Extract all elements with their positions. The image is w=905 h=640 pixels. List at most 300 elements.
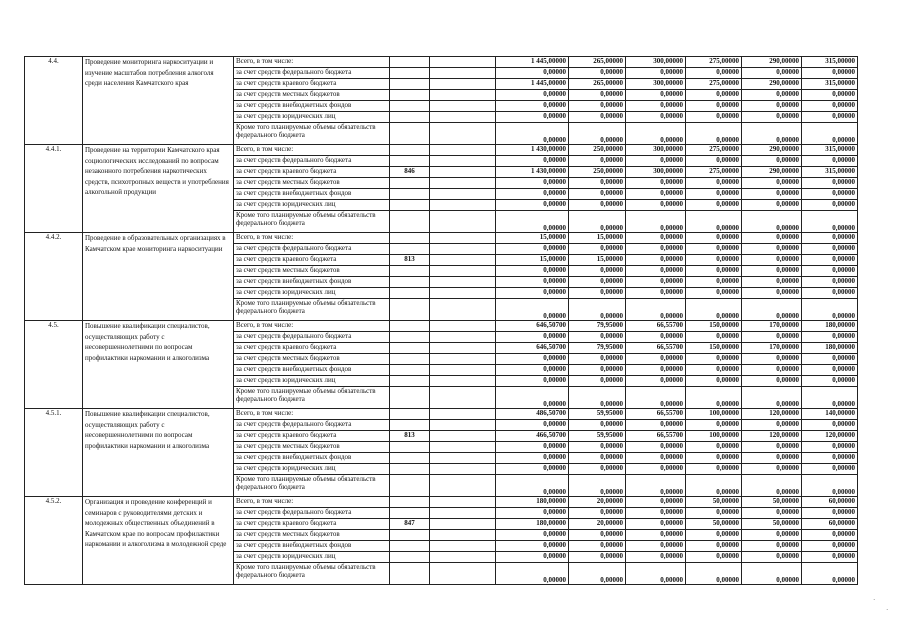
amount-cell: 0,00000 (496, 189, 569, 200)
amount-cell: 0,00000 (569, 244, 626, 255)
empty-cell (430, 321, 496, 332)
amount-cell: 0,00000 (742, 244, 802, 255)
amount-cell: 0,00000 (569, 365, 626, 376)
grbs-code: 813 (390, 431, 430, 442)
grbs-cell (390, 409, 430, 420)
grbs-cell (390, 442, 430, 453)
amount-cell: 0,00000 (742, 90, 802, 101)
amount-cell: 0,00000 (686, 211, 742, 233)
amount-cell: 0,00000 (802, 156, 858, 167)
grbs-cell (390, 244, 430, 255)
amount-cell: 0,00000 (802, 101, 858, 112)
funding-source: Кроме того планируемые объемы обязательств федерального бюджета (234, 123, 390, 145)
amount-cell: 15,00000 (496, 233, 569, 244)
amount-cell: 290,00000 (742, 145, 802, 156)
amount-cell: 0,00000 (742, 178, 802, 189)
amount-cell: 0,00000 (626, 541, 686, 552)
empty-cell (430, 167, 496, 178)
amount-cell: 1 430,00000 (496, 145, 569, 156)
grbs-cell (390, 101, 430, 112)
funding-source: за счет средств местных бюджетов (234, 354, 390, 365)
funding-source: за счет средств краевого бюджета (234, 167, 390, 178)
grbs-cell (390, 233, 430, 244)
amount-cell: 0,00000 (626, 266, 686, 277)
amount-cell: 0,00000 (569, 475, 626, 497)
empty-cell (430, 530, 496, 541)
amount-cell: 0,00000 (569, 178, 626, 189)
grbs-cell (390, 387, 430, 409)
amount-cell: 0,00000 (802, 200, 858, 211)
amount-cell: 315,00000 (802, 167, 858, 178)
funding-source: за счет средств юридических лиц (234, 464, 390, 475)
amount-cell: 0,00000 (626, 189, 686, 200)
amount-cell: 0,00000 (626, 530, 686, 541)
amount-cell: 0,00000 (496, 178, 569, 189)
amount-cell: 0,00000 (496, 541, 569, 552)
empty-cell (430, 332, 496, 343)
amount-cell: 0,00000 (742, 541, 802, 552)
amount-cell: 0,00000 (496, 475, 569, 497)
amount-cell: 0,00000 (742, 387, 802, 409)
amount-cell: 0,00000 (496, 266, 569, 277)
funding-source: Кроме того планируемые объемы обязательств федерального бюджета (234, 387, 390, 409)
amount-cell: 60,00000 (802, 519, 858, 530)
grbs-cell (390, 376, 430, 387)
amount-cell: 315,00000 (802, 79, 858, 90)
amount-cell: 0,00000 (742, 299, 802, 321)
amount-cell: 0,00000 (686, 189, 742, 200)
empty-cell (430, 123, 496, 145)
amount-cell: 0,00000 (626, 277, 686, 288)
amount-cell: 0,00000 (686, 277, 742, 288)
amount-cell: 0,00000 (626, 519, 686, 530)
amount-cell: 0,00000 (802, 189, 858, 200)
grbs-cell (390, 354, 430, 365)
empty-cell (430, 178, 496, 189)
section-code: 4.4. (25, 57, 83, 145)
funding-source: за счет средств местных бюджетов (234, 178, 390, 189)
amount-cell: 0,00000 (496, 244, 569, 255)
grbs-cell (390, 112, 430, 123)
grbs-cell (390, 332, 430, 343)
funding-source: за счет средств федерального бюджета (234, 332, 390, 343)
amount-cell: 66,55700 (626, 343, 686, 354)
amount-cell: 0,00000 (802, 244, 858, 255)
amount-cell: 120,00000 (742, 409, 802, 420)
empty-cell (430, 409, 496, 420)
funding-source: за счет средств федерального бюджета (234, 244, 390, 255)
amount-cell: 0,00000 (496, 354, 569, 365)
amount-cell: 0,00000 (742, 255, 802, 266)
amount-cell: 0,00000 (496, 387, 569, 409)
amount-cell: 0,00000 (496, 453, 569, 464)
amount-cell: 0,00000 (802, 68, 858, 79)
amount-cell: 0,00000 (569, 101, 626, 112)
amount-cell: 275,00000 (686, 145, 742, 156)
amount-cell: 100,00000 (686, 409, 742, 420)
amount-cell: 0,00000 (742, 354, 802, 365)
amount-cell: 0,00000 (496, 68, 569, 79)
funding-source: за счет средств краевого бюджета (234, 79, 390, 90)
funding-source: за счет средств юридических лиц (234, 552, 390, 563)
amount-cell: 0,00000 (742, 189, 802, 200)
funding-source: за счет средств федерального бюджета (234, 68, 390, 79)
grbs-cell (390, 420, 430, 431)
amount-cell: 1 430,00000 (496, 167, 569, 178)
empty-cell (430, 519, 496, 530)
amount-cell: 0,00000 (496, 211, 569, 233)
empty-cell (430, 387, 496, 409)
amount-cell: 0,00000 (686, 508, 742, 519)
amount-cell: 466,50700 (496, 431, 569, 442)
scan-mark: · (873, 596, 876, 604)
amount-cell: 0,00000 (496, 464, 569, 475)
amount-cell: 0,00000 (569, 442, 626, 453)
amount-cell: 0,00000 (496, 332, 569, 343)
amount-cell: 0,00000 (802, 541, 858, 552)
grbs-code (390, 79, 430, 90)
amount-cell: 0,00000 (742, 453, 802, 464)
amount-cell: 0,00000 (742, 288, 802, 299)
table-row (25, 321, 858, 332)
amount-cell: 0,00000 (496, 442, 569, 453)
grbs-cell (390, 178, 430, 189)
amount-cell: 0,00000 (569, 508, 626, 519)
amount-cell: 0,00000 (802, 530, 858, 541)
amount-cell: 0,00000 (802, 387, 858, 409)
funding-source: Кроме того планируемые объемы обязательств федерального бюджета (234, 211, 390, 233)
amount-cell: 275,00000 (686, 167, 742, 178)
amount-cell: 0,00000 (742, 277, 802, 288)
amount-cell: 0,00000 (686, 453, 742, 464)
empty-cell (430, 57, 496, 68)
amount-cell: 0,00000 (802, 365, 858, 376)
amount-cell: 0,00000 (802, 123, 858, 145)
amount-cell: 486,50700 (496, 409, 569, 420)
amount-cell: 0,00000 (626, 178, 686, 189)
amount-cell: 0,00000 (569, 288, 626, 299)
amount-cell: 0,00000 (742, 376, 802, 387)
empty-cell (430, 112, 496, 123)
empty-cell (430, 431, 496, 442)
amount-cell: 0,00000 (569, 189, 626, 200)
grbs-cell (390, 123, 430, 145)
amount-cell: 275,00000 (686, 57, 742, 68)
amount-cell: 0,00000 (626, 200, 686, 211)
amount-cell: 0,00000 (569, 541, 626, 552)
amount-cell: 315,00000 (802, 145, 858, 156)
amount-cell: 0,00000 (742, 552, 802, 563)
amount-cell: 0,00000 (802, 464, 858, 475)
empty-cell (430, 288, 496, 299)
grbs-cell (390, 189, 430, 200)
amount-cell: 0,00000 (686, 244, 742, 255)
amount-cell: 0,00000 (626, 508, 686, 519)
grbs-cell (390, 464, 430, 475)
amount-cell: 0,00000 (686, 299, 742, 321)
amount-cell: 0,00000 (626, 442, 686, 453)
amount-cell: 0,00000 (686, 365, 742, 376)
amount-cell: 0,00000 (742, 563, 802, 585)
funding-source: за счет средств местных бюджетов (234, 266, 390, 277)
amount-cell: 0,00000 (626, 376, 686, 387)
amount-cell: 0,00000 (742, 123, 802, 145)
amount-cell: 140,00000 (802, 409, 858, 420)
amount-cell: 0,00000 (569, 453, 626, 464)
amount-cell: 0,00000 (626, 68, 686, 79)
amount-cell: 0,00000 (569, 530, 626, 541)
grbs-cell (390, 530, 430, 541)
amount-cell: 60,00000 (802, 497, 858, 508)
amount-cell: 0,00000 (802, 442, 858, 453)
amount-cell: 646,50700 (496, 321, 569, 332)
amount-cell: 0,00000 (569, 68, 626, 79)
section-code: 4.5.2. (25, 497, 83, 585)
amount-cell: 0,00000 (686, 376, 742, 387)
grbs-code (390, 343, 430, 354)
empty-cell (430, 101, 496, 112)
empty-cell (430, 68, 496, 79)
funding-source: за счет средств внебюджетных фондов (234, 277, 390, 288)
amount-cell: 150,00000 (686, 343, 742, 354)
empty-cell (430, 497, 496, 508)
amount-cell: 20,00000 (569, 497, 626, 508)
amount-cell: 0,00000 (569, 112, 626, 123)
funding-source: за счет средств местных бюджетов (234, 530, 390, 541)
amount-cell: 1 445,00000 (496, 57, 569, 68)
grbs-cell (390, 508, 430, 519)
amount-cell: 0,00000 (802, 508, 858, 519)
amount-cell: 0,00000 (742, 233, 802, 244)
amount-cell: 0,00000 (802, 453, 858, 464)
amount-cell: 0,00000 (686, 541, 742, 552)
grbs-cell (390, 497, 430, 508)
funding-source: за счет средств юридических лиц (234, 112, 390, 123)
funding-source: Всего, в том числе: (234, 145, 390, 156)
funding-source: за счет средств краевого бюджета (234, 431, 390, 442)
amount-cell: 0,00000 (686, 266, 742, 277)
amount-cell: 0,00000 (569, 211, 626, 233)
amount-cell: 0,00000 (569, 277, 626, 288)
empty-cell (430, 156, 496, 167)
amount-cell: 0,00000 (496, 288, 569, 299)
amount-cell: 0,00000 (626, 211, 686, 233)
amount-cell: 0,00000 (569, 266, 626, 277)
amount-cell: 15,00000 (569, 233, 626, 244)
scan-mark: · (886, 606, 889, 614)
amount-cell: 0,00000 (802, 233, 858, 244)
funding-source: за счет средств местных бюджетов (234, 90, 390, 101)
empty-cell (430, 244, 496, 255)
funding-source: за счет средств юридических лиц (234, 376, 390, 387)
amount-cell: 0,00000 (569, 299, 626, 321)
amount-cell: 0,00000 (742, 332, 802, 343)
amount-cell: 0,00000 (742, 508, 802, 519)
table-row (25, 409, 858, 420)
amount-cell: 1 445,00000 (496, 79, 569, 90)
grbs-cell (390, 541, 430, 552)
empty-cell (430, 508, 496, 519)
amount-cell: 0,00000 (626, 101, 686, 112)
amount-cell: 0,00000 (626, 453, 686, 464)
section-name: Проведение на территории Камчатского края социологических исследований по вопросам незаконного потребления наркотических средств, психотропных веществ и употребления алкогольной продукции (83, 145, 234, 233)
empty-cell (430, 79, 496, 90)
grbs-cell (390, 266, 430, 277)
amount-cell: 120,00000 (802, 431, 858, 442)
budget-table (24, 56, 858, 585)
amount-cell: 0,00000 (686, 156, 742, 167)
amount-cell: 0,00000 (742, 112, 802, 123)
amount-cell: 0,00000 (742, 101, 802, 112)
amount-cell: 275,00000 (686, 79, 742, 90)
amount-cell: 0,00000 (802, 420, 858, 431)
amount-cell: 0,00000 (626, 552, 686, 563)
funding-source: за счет средств внебюджетных фондов (234, 189, 390, 200)
amount-cell: 0,00000 (626, 288, 686, 299)
amount-cell: 0,00000 (742, 530, 802, 541)
funding-source: за счет средств краевого бюджета (234, 343, 390, 354)
amount-cell: 0,00000 (626, 332, 686, 343)
table-row (25, 145, 858, 156)
funding-source: за счет средств внебюджетных фондов (234, 453, 390, 464)
grbs-cell (390, 200, 430, 211)
amount-cell: 0,00000 (626, 563, 686, 585)
grbs-cell (390, 288, 430, 299)
funding-source: Всего, в том числе: (234, 321, 390, 332)
grbs-cell (390, 365, 430, 376)
amount-cell: 0,00000 (626, 112, 686, 123)
amount-cell: 0,00000 (496, 508, 569, 519)
amount-cell: 59,95000 (569, 409, 626, 420)
section-name: Повышение квалификации специалистов, осуществляющих работу с несовершеннолетними по вопросам профилактики наркомании и алкоголизма (83, 321, 234, 409)
amount-cell: 0,00000 (742, 475, 802, 497)
amount-cell: 50,00000 (742, 497, 802, 508)
amount-cell: 0,00000 (569, 552, 626, 563)
table-row (25, 497, 858, 508)
amount-cell: 0,00000 (742, 442, 802, 453)
grbs-cell (390, 321, 430, 332)
amount-cell: 0,00000 (802, 178, 858, 189)
amount-cell: 0,00000 (802, 255, 858, 266)
amount-cell: 0,00000 (686, 288, 742, 299)
section-name: Повышение квалификации специалистов, осуществляющих работу с несовершеннолетними по вопросам профилактики наркомании и алкоголизма (83, 409, 234, 497)
empty-cell (430, 464, 496, 475)
funding-source: за счет средств краевого бюджета (234, 519, 390, 530)
empty-cell (430, 552, 496, 563)
amount-cell: 0,00000 (569, 123, 626, 145)
amount-cell: 0,00000 (686, 475, 742, 497)
amount-cell: 79,95000 (569, 321, 626, 332)
empty-cell (430, 563, 496, 585)
amount-cell: 315,00000 (802, 57, 858, 68)
amount-cell: 0,00000 (496, 365, 569, 376)
grbs-cell (390, 277, 430, 288)
amount-cell: 290,00000 (742, 167, 802, 178)
amount-cell: 0,00000 (802, 563, 858, 585)
funding-source: за счет средств юридических лиц (234, 288, 390, 299)
amount-cell: 0,00000 (742, 200, 802, 211)
amount-cell: 0,00000 (802, 266, 858, 277)
empty-cell (430, 299, 496, 321)
funding-source: за счет средств краевого бюджета (234, 255, 390, 266)
grbs-code: 846 (390, 167, 430, 178)
empty-cell (430, 189, 496, 200)
amount-cell: 0,00000 (496, 90, 569, 101)
amount-cell: 0,00000 (569, 332, 626, 343)
amount-cell: 0,00000 (496, 563, 569, 585)
amount-cell: 0,00000 (686, 90, 742, 101)
amount-cell: 0,00000 (496, 112, 569, 123)
amount-cell: 0,00000 (742, 420, 802, 431)
amount-cell: 0,00000 (742, 266, 802, 277)
amount-cell: 0,00000 (802, 475, 858, 497)
empty-cell (430, 541, 496, 552)
amount-cell: 290,00000 (742, 57, 802, 68)
amount-cell: 0,00000 (686, 552, 742, 563)
empty-cell (430, 255, 496, 266)
amount-cell: 0,00000 (686, 464, 742, 475)
amount-cell: 250,00000 (569, 167, 626, 178)
grbs-cell (390, 90, 430, 101)
grbs-cell (390, 453, 430, 464)
amount-cell: 66,55700 (626, 431, 686, 442)
amount-cell: 0,00000 (496, 101, 569, 112)
amount-cell: 0,00000 (626, 255, 686, 266)
amount-cell: 0,00000 (496, 552, 569, 563)
amount-cell: 0,00000 (569, 354, 626, 365)
funding-source: за счет средств внебюджетных фондов (234, 541, 390, 552)
amount-cell: 170,00000 (742, 321, 802, 332)
amount-cell: 0,00000 (496, 156, 569, 167)
amount-cell: 0,00000 (686, 354, 742, 365)
grbs-cell (390, 145, 430, 156)
amount-cell: 0,00000 (802, 211, 858, 233)
amount-cell: 66,55700 (626, 321, 686, 332)
budget-table-body (25, 57, 858, 585)
funding-source: за счет средств федерального бюджета (234, 508, 390, 519)
amount-cell: 0,00000 (569, 464, 626, 475)
amount-cell: 0,00000 (742, 365, 802, 376)
amount-cell: 180,00000 (496, 519, 569, 530)
funding-source: за счет средств внебюджетных фондов (234, 365, 390, 376)
amount-cell: 0,00000 (686, 68, 742, 79)
funding-source: Всего, в том числе: (234, 233, 390, 244)
section-name: Проведение мониторинга наркоситуации и изучение масштабов потребления алкоголя среди населения Камчатского края (83, 57, 234, 145)
amount-cell: 180,00000 (802, 343, 858, 354)
amount-cell: 0,00000 (802, 332, 858, 343)
amount-cell: 0,00000 (802, 277, 858, 288)
amount-cell: 0,00000 (626, 365, 686, 376)
amount-cell: 0,00000 (496, 277, 569, 288)
funding-source: за счет средств федерального бюджета (234, 420, 390, 431)
amount-cell: 0,00000 (686, 123, 742, 145)
funding-source: за счет средств федерального бюджета (234, 156, 390, 167)
grbs-cell (390, 563, 430, 585)
amount-cell: 265,00000 (569, 57, 626, 68)
section-code: 4.5.1. (25, 409, 83, 497)
amount-cell: 59,95000 (569, 431, 626, 442)
amount-cell: 0,00000 (686, 112, 742, 123)
amount-cell: 0,00000 (686, 255, 742, 266)
grbs-cell (390, 299, 430, 321)
funding-source: Кроме того планируемые объемы обязательств федерального бюджета (234, 563, 390, 585)
amount-cell: 0,00000 (802, 288, 858, 299)
amount-cell: 0,00000 (496, 420, 569, 431)
amount-cell: 0,00000 (496, 200, 569, 211)
amount-cell: 0,00000 (569, 376, 626, 387)
amount-cell: 0,00000 (802, 354, 858, 365)
amount-cell: 300,00000 (626, 167, 686, 178)
